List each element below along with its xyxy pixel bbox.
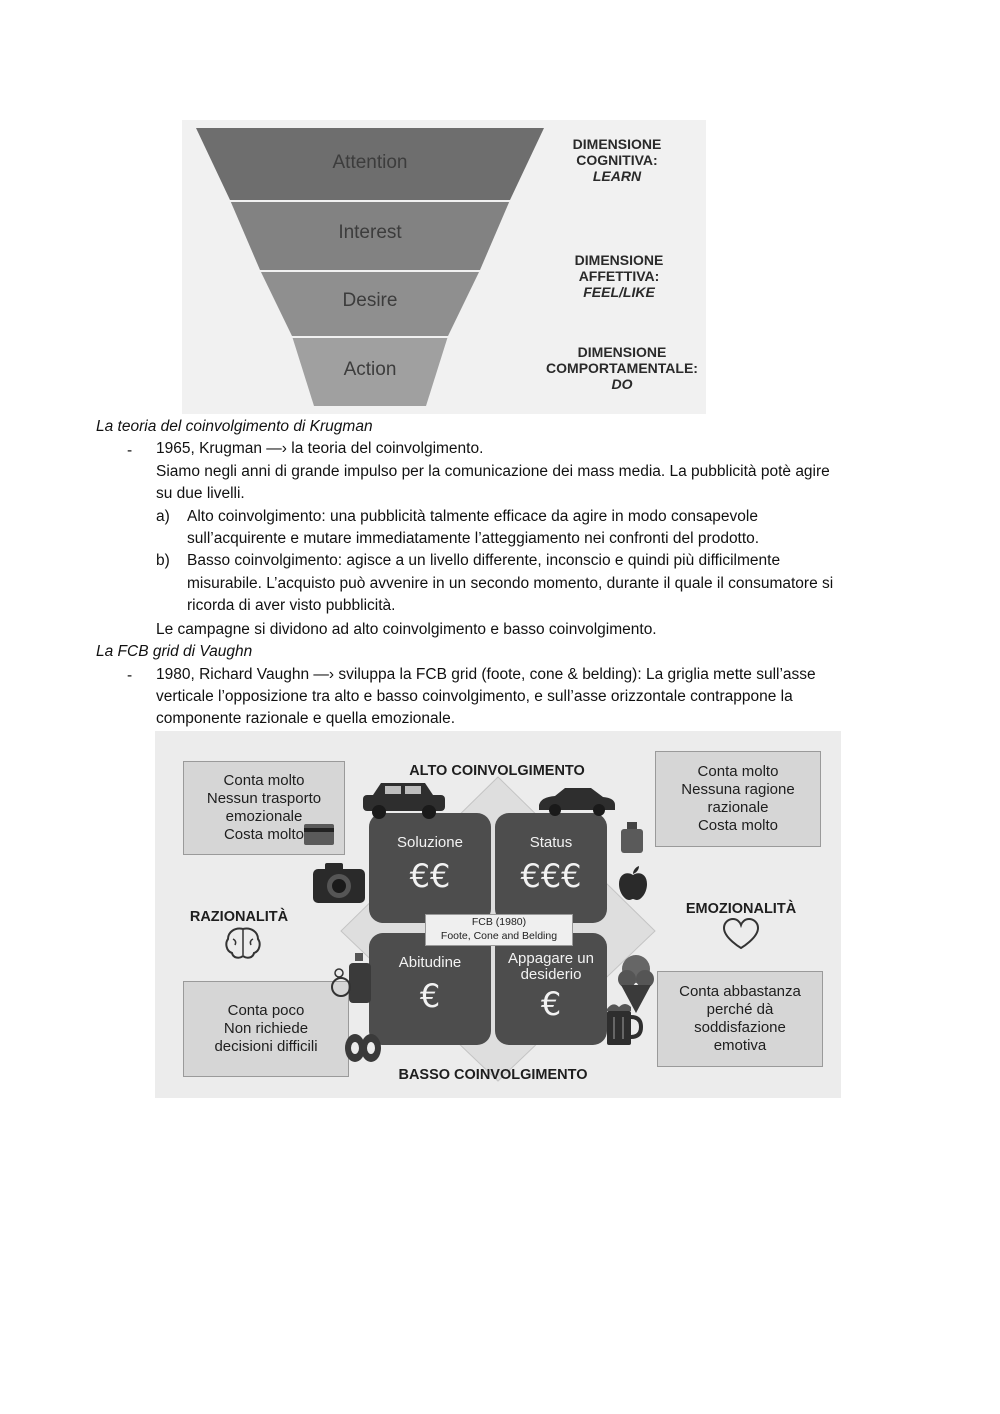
vaughn-line2: verticale l’opposizione tra alto e basso coinvolgimento, e sull’asse orizzontale contrappone la <box>156 688 793 705</box>
quadrant-soluzione <box>369 813 491 923</box>
brain-icon <box>223 925 263 961</box>
suv-car-icon <box>359 779 449 821</box>
box-rational-low <box>183 981 349 1077</box>
axis-alto-coinvolgimento: ALTO COINVOLGIMENTO <box>409 763 585 779</box>
item-a-marker: a) <box>156 508 170 525</box>
fcb-center-line1: FCB (1980) <box>471 916 527 928</box>
box-emotional-high-text: Conta molto Nessuna ragione razionale Costa molto <box>681 763 795 834</box>
vaughn-heading: La FCB grid di Vaughn <box>96 643 253 660</box>
dimension-behavioral-subtitle: COMPORTAMENTALE: <box>546 360 698 376</box>
krugman-heading: La teoria del coinvolgimento di Krugman <box>96 418 373 435</box>
vaughn-line3: componente razionale e quella emozionale. <box>156 710 456 727</box>
item-b-marker: b) <box>156 552 170 569</box>
funnel-stage-attention: Attention <box>332 152 408 173</box>
toilet-paper-icon <box>343 1031 383 1065</box>
item-a-line2: sull’acquirente e mutare immediatamente l’atteggiamento nei confronti del prodotto. <box>187 530 760 547</box>
quadrant-abitudine-title: Abitudine <box>398 954 462 971</box>
krugman-line1: 1965, Krugman —› la teoria del coinvolgimento. <box>156 440 484 457</box>
fcb-center-label <box>425 914 573 946</box>
funnel-stage-interest: Interest <box>338 222 402 243</box>
item-b-line3: ricorda di aver visto pubblicità. <box>187 597 396 614</box>
dimension-affective-title: DIMENSIONE <box>574 252 664 268</box>
quadrant-appagare <box>495 933 607 1045</box>
vaughn-bullet: - <box>127 667 133 684</box>
aida-funnel-figure <box>182 120 706 414</box>
dimension-behavioral-title: DIMENSIONE <box>577 344 667 360</box>
dimension-behavioral-mode: DO <box>611 376 633 392</box>
axis-emozionalita: EMOZIONALITÀ <box>685 901 797 917</box>
dimension-affective-mode: FEEL/LIKE <box>583 284 655 300</box>
box-emotional-low <box>657 971 823 1067</box>
quadrant-soluzione-price: €€ <box>409 857 451 895</box>
dimension-behavioral <box>540 344 704 392</box>
quadrant-status-title: Status <box>529 834 573 851</box>
krugman-closing: Le campagne si dividono ad alto coinvolgimento e basso coinvolgimento. <box>156 621 657 638</box>
quadrant-status <box>495 813 607 923</box>
apple-logo-icon <box>617 865 649 901</box>
quadrant-status-price: €€€ <box>520 857 582 895</box>
dimension-cognitive <box>552 136 682 184</box>
sedan-car-icon <box>537 785 617 817</box>
funnel-stage-desire: Desire <box>342 290 398 311</box>
fcb-grid-figure <box>155 731 841 1098</box>
item-b-line2: misurabile. L’acquisto può avvenire in un secondo momento, durante il quale il consumatore si <box>187 575 834 592</box>
cleaning-products-icon <box>331 951 381 1007</box>
funnel-stage-action: Action <box>343 359 397 380</box>
fcb-center-line2: Foote, Cone and Belding <box>440 930 558 942</box>
box-emotional-high <box>655 751 821 847</box>
item-b-line1: Basso coinvolgimento: agisce a un livello differente, inconscio e quindi più difficilmente <box>187 552 781 569</box>
quadrant-appagare-price: € <box>540 985 562 1023</box>
dimension-cognitive-subtitle: COGNITIVA: <box>576 152 658 168</box>
dimension-cognitive-mode: LEARN <box>592 168 642 184</box>
dimension-cognitive-title: DIMENSIONE <box>572 136 662 152</box>
krugman-para1b: su due livelli. <box>156 485 245 502</box>
axis-basso-coinvolgimento: BASSO COINVOLGIMENTO <box>398 1067 588 1083</box>
credit-card-icon <box>303 823 335 847</box>
box-rational-high-text: Conta molto Nessun trasporto emozionale Costa molto <box>206 772 322 843</box>
vaughn-line1: 1980, Richard Vaughn —› sviluppa la FCB grid (foote, cone & belding): La griglia mette sull’asse <box>156 666 816 683</box>
quadrant-soluzione-title: Soluzione <box>397 834 463 851</box>
quadrant-abitudine <box>369 933 491 1045</box>
beer-mug-icon <box>603 999 643 1047</box>
camera-icon <box>311 859 367 905</box>
axis-razionalita: RAZIONALITÀ <box>189 909 289 925</box>
perfume-bottle-icon <box>619 821 645 855</box>
box-emotional-low-text: Conta abbastanza perché dà soddisfazione emotiva <box>679 983 801 1054</box>
box-rational-low-text: Conta poco Non richiede decisioni difficili <box>214 1002 318 1055</box>
quadrant-appagare-title: Appagare un desiderio <box>508 950 594 983</box>
dimension-affective <box>554 252 684 300</box>
krugman-bullet: - <box>127 442 133 459</box>
krugman-para1a: Siamo negli anni di grande impulso per la comunicazione dei mass media. La pubblicità potè agire <box>156 463 830 480</box>
dimension-affective-subtitle: AFFETTIVA: <box>578 268 660 284</box>
quadrant-abitudine-price: € <box>419 977 441 1015</box>
item-a-line1: Alto coinvolgimento: una pubblicità talmente efficace da agire in modo consapevole <box>187 508 758 525</box>
heart-icon <box>721 917 761 951</box>
